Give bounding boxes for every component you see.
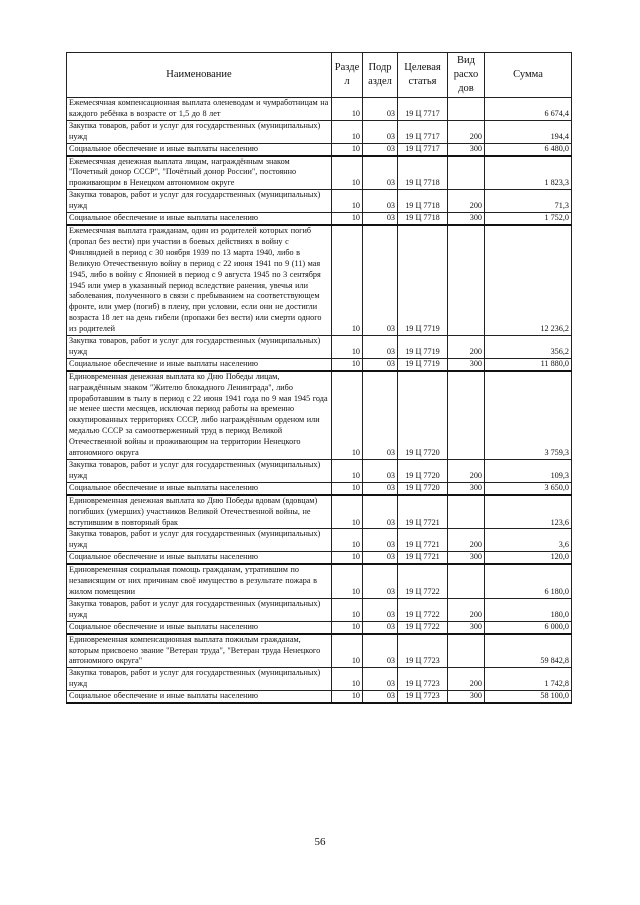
page-number: 56 [314,836,326,848]
cell-name: Закупка товаров, работ и услуг для государственных (муниципальных) нужд [67,598,332,621]
cell-sum: 1 823,3 [485,156,572,190]
cell-vid [448,156,485,190]
cell-name: Социальное обеспечение и иные выплаты населению [67,482,332,494]
cell-podrazdel: 03 [363,598,398,621]
cell-podrazdel: 03 [363,460,398,483]
table-row [67,156,572,190]
cell-razdel: 10 [332,564,363,598]
cell-vid [448,225,485,336]
cell-razdel: 10 [332,358,363,370]
cell-sum: 120,0 [485,552,572,564]
cell-target: 19 Ц 7723 [398,668,448,691]
table-row [67,621,572,633]
cell-target: 19 Ц 7723 [398,634,448,668]
table-row [67,371,572,460]
cell-razdel: 10 [332,668,363,691]
cell-sum: 6 480,0 [485,143,572,155]
cell-sum: 59 842,8 [485,634,572,668]
header-podrazdel: Подр аздел [363,53,398,98]
cell-target: 19 Ц 7722 [398,564,448,598]
cell-target: 19 Ц 7717 [398,143,448,155]
cell-vid [448,495,485,529]
cell-target: 19 Ц 7720 [398,371,448,460]
cell-podrazdel: 03 [363,564,398,598]
cell-razdel: 10 [332,225,363,336]
cell-podrazdel: 03 [363,120,398,143]
cell-razdel: 10 [332,598,363,621]
cell-name: Закупка товаров, работ и услуг для государственных (муниципальных) нужд [67,529,332,552]
cell-sum: 6 674,4 [485,98,572,121]
cell-vid: 200 [448,120,485,143]
cell-name: Закупка товаров, работ и услуг для государственных (муниципальных) нужд [67,460,332,483]
cell-podrazdel: 03 [363,552,398,564]
table-row [67,120,572,143]
cell-target: 19 Ц 7718 [398,190,448,213]
table-row [67,495,572,529]
cell-name: Единовременная денежная выплата ко Дню Победы лицам, награждённым знаком "Жителю блокадного Ленинграда", либо проработавшим в тылу в период с 22 июня 1941 года по 9 мая 1945 года не менее шести месяцев, исключая период работы на временно оккупированных территориях СССР, либо награждённым орденом или медалью СССР за самоотверженный труд в период Великой Отечественной войны и проживающим на территории Ненецкого автономного округа [67,371,332,460]
cell-razdel: 10 [332,336,363,359]
cell-name: Социальное обеспечение и иные выплаты населению [67,358,332,370]
cell-podrazdel: 03 [363,98,398,121]
cell-sum: 3 759,3 [485,371,572,460]
cell-name: Социальное обеспечение и иные выплаты населению [67,213,332,225]
table-header-row [67,53,572,98]
cell-name: Ежемесячная выплата гражданам, один из родителей которых погиб (пропал без вести) при участии в боевых действиях в войну с Финляндией в период с 30 ноября 1939 по 13 марта 1940, либо в Великую Отечественную войну в период с 22 июня 1941 по 9 (11) мая 1945, либо в войну с Японией в период с 9 августа 1945 по 3 сентября 1945 или умер в указанный период вследствие ранения, увечья или заболевания, полученного в связи с пребыванием на соответствующем фронте, или умер (погиб) в плену, при условии, если они не достигли возраста 18 лет на день гибели (пропажи без вести) или смерти одного из родителей [67,225,332,336]
cell-target: 19 Ц 7719 [398,336,448,359]
cell-razdel: 10 [332,371,363,460]
cell-razdel: 10 [332,529,363,552]
table-row [67,358,572,370]
cell-vid [448,634,485,668]
cell-vid: 300 [448,358,485,370]
budget-table [66,52,572,704]
cell-razdel: 10 [332,691,363,703]
cell-vid: 300 [448,552,485,564]
header-sum: Сумма [485,53,572,98]
cell-razdel: 10 [332,190,363,213]
cell-sum: 180,0 [485,598,572,621]
cell-vid [448,371,485,460]
table-row [67,482,572,494]
table-row [67,213,572,225]
header-name: Наименование [67,53,332,98]
header-target: Целевая статья [398,53,448,98]
cell-name: Единовременная социальная помощь гражданам, утратившим по независящим от них причинам своё имущество в результате пожара в жилом помещении [67,564,332,598]
cell-razdel: 10 [332,156,363,190]
cell-target: 19 Ц 7719 [398,358,448,370]
cell-podrazdel: 03 [363,668,398,691]
cell-target: 19 Ц 7719 [398,225,448,336]
cell-name: Закупка товаров, работ и услуг для государственных (муниципальных) нужд [67,668,332,691]
cell-sum: 3 650,0 [485,482,572,494]
cell-target: 19 Ц 7720 [398,460,448,483]
cell-name: Закупка товаров, работ и услуг для государственных (муниципальных) нужд [67,336,332,359]
cell-name: Социальное обеспечение и иные выплаты населению [67,552,332,564]
cell-podrazdel: 03 [363,495,398,529]
cell-sum: 123,6 [485,495,572,529]
cell-razdel: 10 [332,120,363,143]
table-row [67,460,572,483]
table-row [67,143,572,155]
table-row [67,634,572,668]
cell-razdel: 10 [332,621,363,633]
cell-podrazdel: 03 [363,691,398,703]
cell-sum: 58 100,0 [485,691,572,703]
cell-vid [448,564,485,598]
cell-vid: 300 [448,482,485,494]
cell-sum: 3,6 [485,529,572,552]
table-row [67,225,572,336]
cell-vid: 200 [448,190,485,213]
cell-sum: 11 880,0 [485,358,572,370]
cell-target: 19 Ц 7722 [398,621,448,633]
cell-name: Единовременная компенсационная выплата пожилым гражданам, которым присвоено звание "Ветеран труда", "Ветеран труда Ненецкого автономного округа" [67,634,332,668]
cell-razdel: 10 [332,634,363,668]
cell-sum: 6 180,0 [485,564,572,598]
cell-sum: 12 236,2 [485,225,572,336]
cell-podrazdel: 03 [363,336,398,359]
cell-sum: 356,2 [485,336,572,359]
cell-vid: 200 [448,529,485,552]
cell-target: 19 Ц 7717 [398,98,448,121]
cell-target: 19 Ц 7718 [398,156,448,190]
table-row [67,552,572,564]
cell-name: Ежемесячная компенсационная выплата оленеводам и чумработницам на каждого ребёнка в возрасте от 1,5 до 8 лет [67,98,332,121]
cell-podrazdel: 03 [363,358,398,370]
cell-vid [448,98,485,121]
header-razdel: Разде л [332,53,363,98]
table-row [67,668,572,691]
cell-sum: 1 742,8 [485,668,572,691]
cell-target: 19 Ц 7717 [398,120,448,143]
cell-podrazdel: 03 [363,190,398,213]
cell-razdel: 10 [332,213,363,225]
cell-vid: 300 [448,143,485,155]
cell-podrazdel: 03 [363,529,398,552]
cell-name: Закупка товаров, работ и услуг для государственных (муниципальных) нужд [67,190,332,213]
cell-razdel: 10 [332,460,363,483]
cell-sum: 194,4 [485,120,572,143]
cell-sum: 109,3 [485,460,572,483]
cell-target: 19 Ц 7721 [398,552,448,564]
cell-vid: 200 [448,598,485,621]
cell-name: Социальное обеспечение и иные выплаты населению [67,691,332,703]
cell-podrazdel: 03 [363,213,398,225]
cell-podrazdel: 03 [363,482,398,494]
cell-sum: 1 752,0 [485,213,572,225]
cell-vid: 200 [448,460,485,483]
cell-vid: 200 [448,336,485,359]
cell-name: Ежемесячная денежная выплата лицам, награждённым знаком "Почетный донор СССР", "Почётный донор России", постоянно проживающим в Ненецком автономном округе [67,156,332,190]
cell-podrazdel: 03 [363,225,398,336]
cell-razdel: 10 [332,482,363,494]
table-row [67,691,572,703]
cell-podrazdel: 03 [363,621,398,633]
cell-target: 19 Ц 7722 [398,598,448,621]
table-row [67,529,572,552]
cell-razdel: 10 [332,143,363,155]
cell-target: 19 Ц 7721 [398,529,448,552]
cell-name: Единовременная денежная выплата ко Дню Победы вдовам (вдовцам) погибших (умерших) участников Великой Отечественной войны, не вступившим в повторный брак [67,495,332,529]
cell-target: 19 Ц 7723 [398,691,448,703]
table-row [67,598,572,621]
table-row [67,98,572,121]
cell-target: 19 Ц 7720 [398,482,448,494]
cell-target: 19 Ц 7718 [398,213,448,225]
header-vid: Вид расхо дов [448,53,485,98]
cell-name: Социальное обеспечение и иные выплаты населению [67,143,332,155]
cell-name: Закупка товаров, работ и услуг для государственных (муниципальных) нужд [67,120,332,143]
cell-name: Социальное обеспечение и иные выплаты населению [67,621,332,633]
table-row [67,564,572,598]
cell-razdel: 10 [332,552,363,564]
cell-razdel: 10 [332,98,363,121]
cell-vid: 300 [448,621,485,633]
cell-podrazdel: 03 [363,371,398,460]
cell-razdel: 10 [332,495,363,529]
cell-sum: 71,3 [485,190,572,213]
table-row [67,190,572,213]
cell-sum: 6 000,0 [485,621,572,633]
cell-target: 19 Ц 7721 [398,495,448,529]
cell-vid: 200 [448,668,485,691]
cell-vid: 300 [448,213,485,225]
cell-vid: 300 [448,691,485,703]
table-row [67,336,572,359]
cell-podrazdel: 03 [363,143,398,155]
cell-podrazdel: 03 [363,156,398,190]
cell-podrazdel: 03 [363,634,398,668]
table-body [67,98,572,704]
